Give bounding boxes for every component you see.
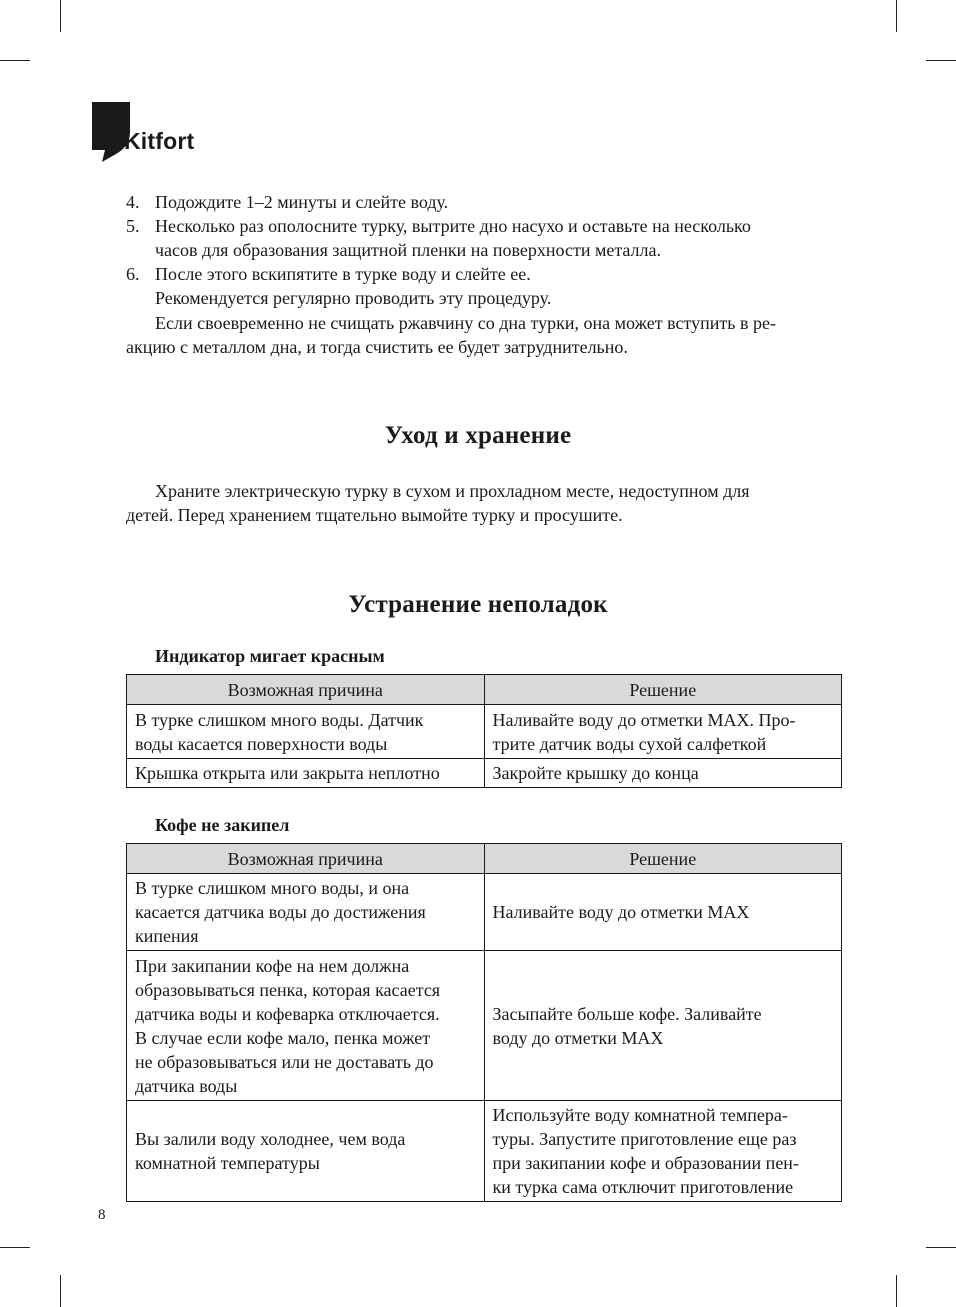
troubleshooting-table-2 bbox=[126, 843, 842, 1202]
cell-line: Используйте воду комнатной темпера- bbox=[492, 1105, 788, 1125]
paragraph: Храните электрическую турку в сухом и прохладном месте, недоступном для bbox=[155, 481, 750, 501]
brand-name: Kitfort bbox=[124, 128, 195, 154]
crop-mark bbox=[60, 1275, 61, 1307]
troubleshooting-table-1 bbox=[126, 674, 842, 788]
crop-mark bbox=[896, 0, 897, 32]
header-cause: Возможная причина bbox=[127, 844, 485, 874]
list-item-text: Подождите 1–2 минуты и слейте воду. bbox=[155, 192, 449, 212]
list-number: 5. bbox=[126, 216, 140, 236]
list-item-text: часов для образования защитной пленки на поверхности металла. bbox=[155, 240, 662, 260]
cause-cell bbox=[127, 705, 485, 759]
list-item-text: Несколько раз ополосните турку, вытрите дно насухо и оставьте на несколько bbox=[155, 216, 751, 236]
header-solution: Решение bbox=[484, 675, 841, 705]
crop-mark bbox=[926, 1247, 956, 1248]
paragraph: Рекомендуется регулярно проводить эту процедуру. bbox=[155, 288, 552, 308]
cell-line: В турке слишком много воды, и она bbox=[135, 878, 410, 898]
list-number: 4. bbox=[126, 192, 140, 212]
table-row bbox=[127, 705, 842, 759]
cell-line: датчика воды и кофеварка отключается. bbox=[135, 1003, 440, 1024]
crop-mark bbox=[0, 60, 30, 61]
cell-line: датчика воды bbox=[135, 1075, 238, 1096]
table-row bbox=[127, 874, 842, 951]
cell-line: Наливайте воду до отметки MAX. Про- bbox=[492, 709, 796, 730]
cell-line: Крышка открыта или закрыта неплотно bbox=[135, 763, 440, 783]
paragraph: Если своевременно не счищать ржавчину со дна турки, она может вступить в ре- bbox=[155, 313, 776, 333]
cell-line: В турке слишком много воды. Датчик bbox=[135, 709, 424, 730]
crop-mark bbox=[0, 1247, 30, 1248]
cell-line: Засыпайте больше кофе. Заливайте bbox=[492, 1003, 762, 1024]
cell-line: ки турка сама отключит приготовление bbox=[492, 1177, 794, 1197]
cell-line: туры. Запустите приготовление еще раз bbox=[492, 1129, 797, 1149]
cell-line: кипения bbox=[135, 926, 199, 946]
table-header-row bbox=[127, 675, 842, 705]
solution-cell bbox=[484, 874, 842, 951]
crop-mark bbox=[896, 1275, 897, 1307]
solution-cell bbox=[484, 705, 841, 759]
cell-line: При закипании кофе на нем должна bbox=[135, 955, 410, 976]
page-number: 8 bbox=[98, 1207, 106, 1223]
cause-cell bbox=[127, 874, 485, 951]
section-title-care: Уход и хранение bbox=[384, 422, 572, 449]
section-title-troubleshooting: Устранение неполадок bbox=[348, 591, 608, 618]
solution-cell bbox=[484, 759, 841, 788]
cell-line: трите датчик воды сухой салфеткой bbox=[492, 733, 767, 754]
table-row bbox=[127, 951, 842, 1101]
cell-line: образовываться пенка, которая касается bbox=[135, 979, 441, 1000]
table-header-row bbox=[127, 844, 842, 874]
crop-mark bbox=[926, 60, 956, 61]
cell-line: касается датчика воды до достижения bbox=[135, 902, 426, 922]
solution-cell bbox=[484, 1101, 842, 1202]
header-cause: Возможная причина bbox=[127, 675, 485, 705]
paragraph: акцию с металлом дна, и тогда счистить ее будет затруднительно. bbox=[126, 337, 628, 357]
table-row bbox=[127, 759, 842, 788]
cell-line: Наливайте воду до отметки MAX bbox=[492, 902, 750, 922]
crop-mark bbox=[60, 0, 61, 32]
cause-cell bbox=[127, 951, 485, 1101]
cell-line: Вы залили воду холоднее, чем вода bbox=[135, 1129, 406, 1149]
cell-line: Закройте крышку до конца bbox=[492, 763, 699, 783]
cause-cell bbox=[127, 1101, 485, 1202]
cell-line: не образовываться или не доставать до bbox=[135, 1051, 434, 1072]
solution-cell bbox=[484, 951, 842, 1101]
list-number: 6. bbox=[126, 264, 140, 284]
cell-line: комнатной температуры bbox=[135, 1153, 320, 1173]
subsection-title: Индикатор мигает красным bbox=[155, 646, 385, 666]
paragraph: детей. Перед хранением тщательно вымойте турку и просушите. bbox=[126, 505, 623, 525]
cell-line: В случае если кофе мало, пенка может bbox=[135, 1027, 431, 1048]
header-solution: Решение bbox=[484, 844, 842, 874]
cause-cell bbox=[127, 759, 485, 788]
cell-line: при закипании кофе и образовании пен- bbox=[492, 1153, 799, 1173]
list-item-text: После этого вскипятите в турке воду и слейте ее. bbox=[155, 264, 531, 284]
table-row bbox=[127, 1101, 842, 1202]
subsection-title: Кофе не закипел bbox=[155, 815, 290, 835]
cell-line: воды касается поверхности воды bbox=[135, 733, 388, 754]
cell-line: воду до отметки MAX bbox=[492, 1027, 664, 1048]
